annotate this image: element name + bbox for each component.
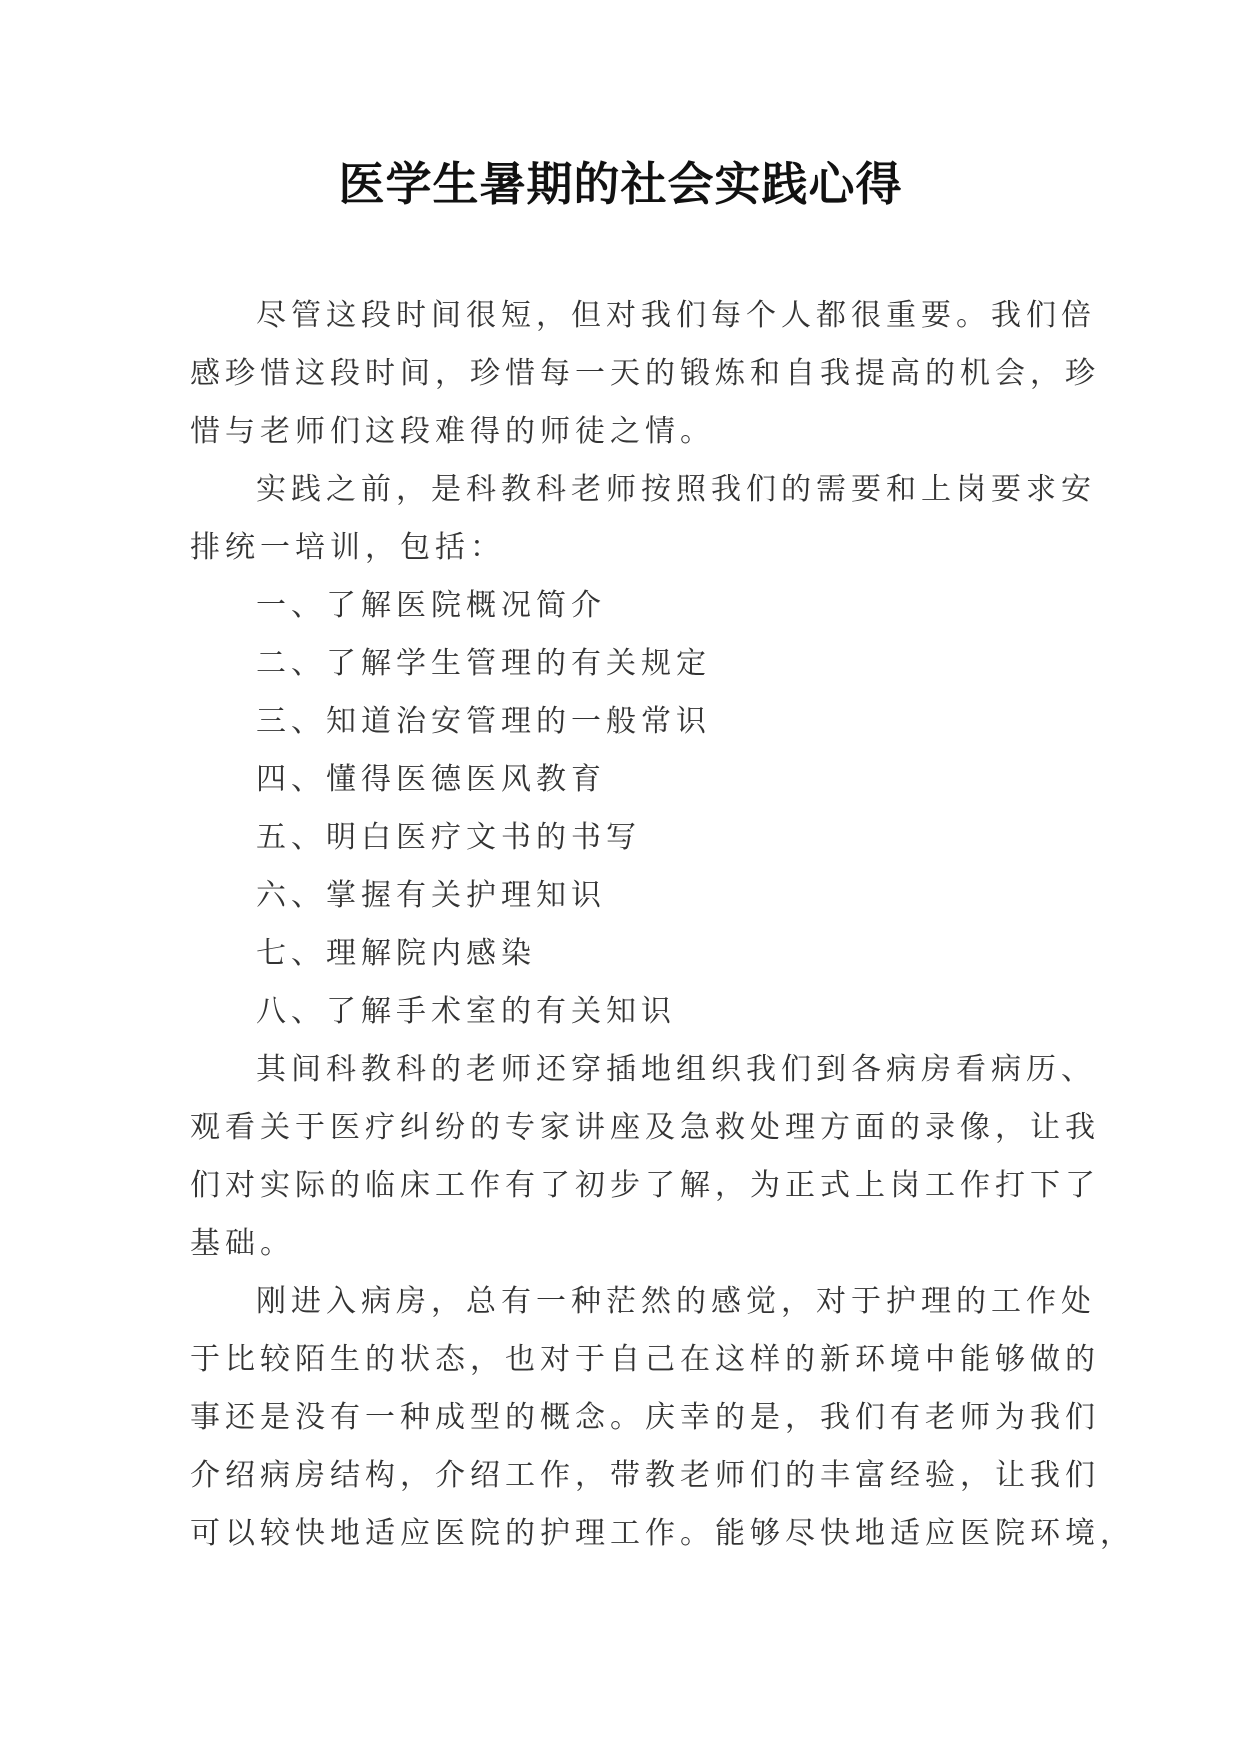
text-line: 五、明白医疗文书的书写 [256,820,641,855]
text-line: 基础。 [190,1226,295,1261]
text-line: 实践之前，是科教科老师按照我们的需要和上岗要求安 [256,472,1096,507]
text-line: 排统一培训，包括： [190,530,505,565]
text-line: 介绍病房结构，介绍工作，带教老师们的丰富经验，让我们 [190,1458,1100,1493]
text-line: 刚进入病房，总有一种茫然的感觉，对于护理的工作处 [256,1284,1096,1319]
text-line: 三、知道治安管理的一般常识 [256,704,711,739]
text-line: 七、理解院内感染 [256,936,536,971]
text-line: 事还是没有一种成型的概念。庆幸的是，我们有老师为我们 [190,1400,1100,1435]
document-body [190,287,1135,1563]
text-line: 八、了解手术室的有关知识 [256,994,676,1029]
text-line: 一、了解医院概况简介 [256,588,606,623]
text-line: 们对实际的临床工作有了初步了解，为正式上岗工作打下了 [190,1168,1100,1203]
text-line: 于比较陌生的状态，也对于自己在这样的新环境中能够做的 [190,1342,1100,1377]
text-line: 可以较快地适应医院的护理工作。能够尽快地适应医院环境， [190,1516,1135,1551]
text-line: 尽管这段时间很短，但对我们每个人都很重要。我们倍 [256,298,1096,333]
text-line: 其间科教科的老师还穿插地组织我们到各病房看病历、 [256,1052,1096,1087]
text-line: 四、懂得医德医风教育 [256,762,606,797]
text-line: 六、掌握有关护理知识 [256,878,606,913]
text-line: 感珍惜这段时间，珍惜每一天的锻炼和自我提高的机会，珍 [190,356,1100,391]
text-line: 惜与老师们这段难得的师徒之情。 [190,414,715,449]
text-line: 观看关于医疗纠纷的专家讲座及急救处理方面的录像，让我 [190,1110,1100,1145]
document-title: 医学生暑期的社会实践心得 [338,157,903,211]
text-line: 二、了解学生管理的有关规定 [256,646,711,681]
